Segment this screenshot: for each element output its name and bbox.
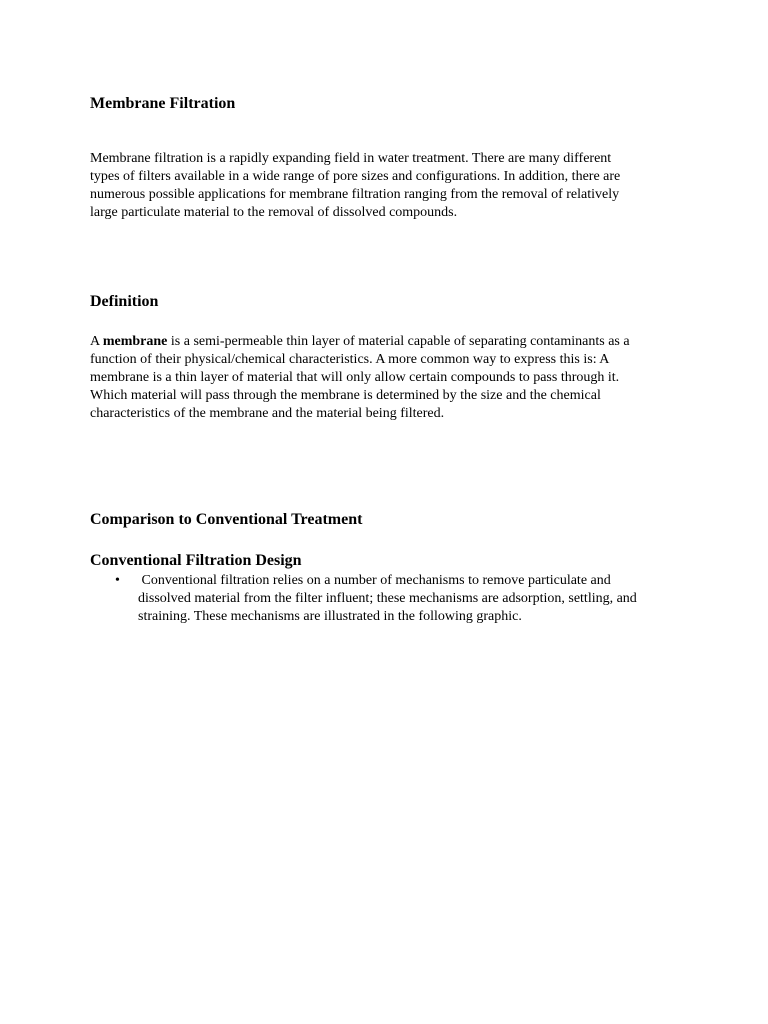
heading-definition: Definition bbox=[90, 293, 159, 310]
bullet-line: straining. These mechanisms are illustrated in the following graphic. bbox=[138, 609, 522, 624]
paragraph-line: function of their physical/chemical characteristics. A more common way to express this is: A bbox=[90, 352, 610, 367]
bullet-icon: • bbox=[115, 573, 120, 588]
heading-membrane-filtration: Membrane Filtration bbox=[90, 95, 236, 112]
heading-conventional-filtration-design: Conventional Filtration Design bbox=[90, 552, 302, 569]
definition-suffix: is a semi-permeable thin layer of material capable of separating contaminants as a bbox=[167, 334, 630, 349]
heading-comparison: Comparison to Conventional Treatment bbox=[90, 511, 363, 528]
paragraph-line: Which material will pass through the membrane is determined by the size and the chemical bbox=[90, 388, 601, 403]
paragraph-line: large particulate material to the removal of dissolved compounds. bbox=[90, 205, 458, 220]
definition-prefix: A bbox=[90, 334, 103, 349]
bullet-line: Conventional filtration relies on a number of mechanisms to remove particulate and bbox=[138, 573, 611, 588]
paragraph-line: Membrane filtration is a rapidly expanding field in water treatment. There are many different bbox=[90, 151, 612, 166]
paragraph-line: characteristics of the membrane and the material being filtered. bbox=[90, 406, 445, 421]
paragraph-line: membrane is a thin layer of material that will only allow certain compounds to pass through it. bbox=[90, 370, 620, 385]
paragraph-line bbox=[90, 333, 690, 351]
bullet-line: dissolved material from the filter influent; these mechanisms are adsorption, settling, and bbox=[138, 591, 637, 606]
paragraph-definition bbox=[90, 333, 690, 423]
paragraph-line: types of filters available in a wide range of pore sizes and configurations. In addition, there are bbox=[90, 169, 621, 184]
paragraph-membrane-filtration bbox=[90, 150, 690, 222]
term-membrane: membrane bbox=[102, 334, 168, 349]
bullet-text bbox=[138, 572, 718, 626]
paragraph-line: numerous possible applications for membrane filtration ranging from the removal of relatively bbox=[90, 187, 620, 202]
